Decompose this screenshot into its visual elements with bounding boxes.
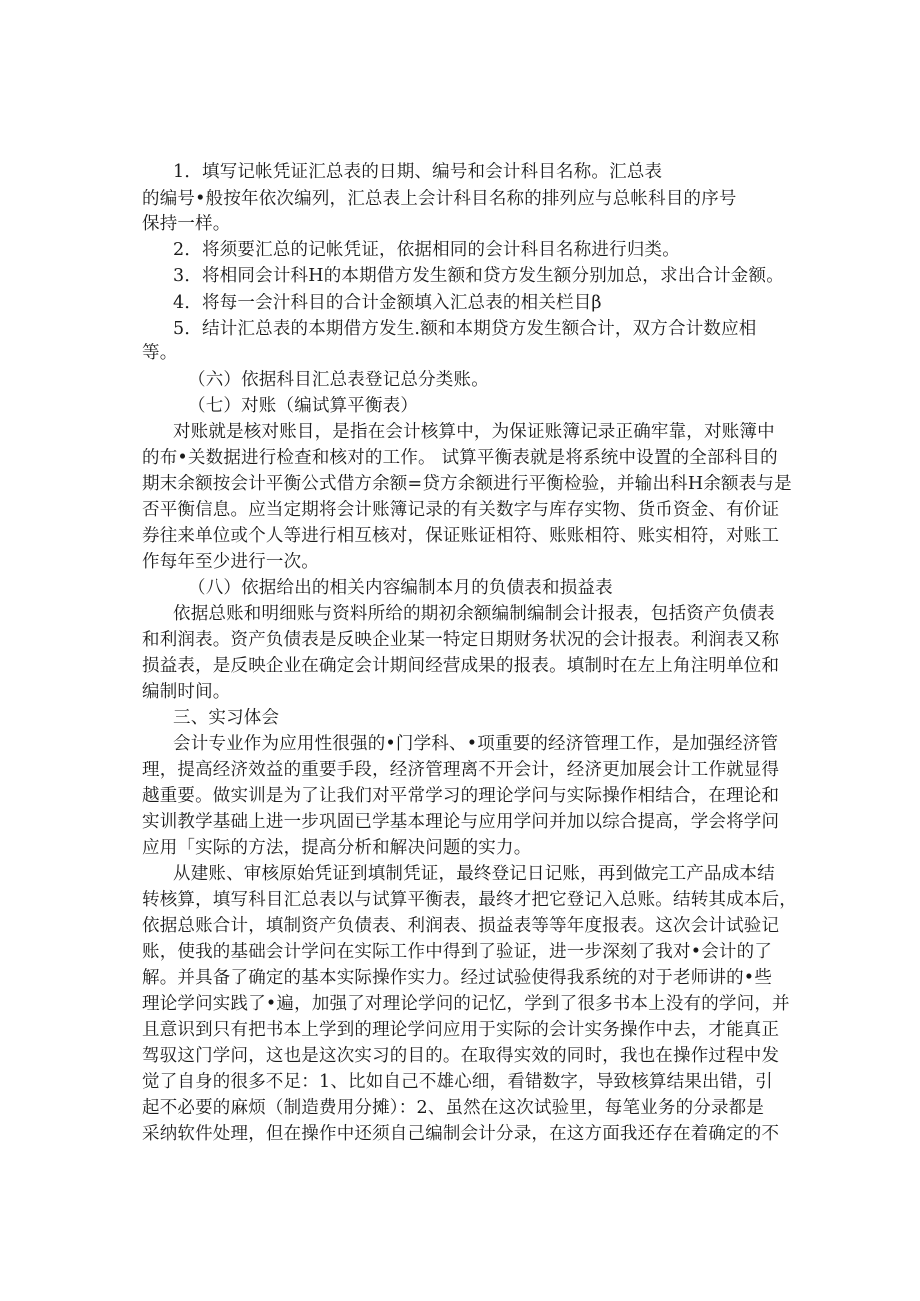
text-line: 5．结计汇总表的本期借方发生.额和本期贷方发生额合计，双方合计数应相 [173, 319, 757, 339]
text-line: 4．将每一会汁科目的合计金额填入汇总表的相关栏目β [173, 293, 602, 313]
text-line: 账，使我的基础会计学问在实际工作中得到了验证，进一步深刻了我对•会计的了 [142, 942, 773, 962]
text-line: 从建账、审核原始凭证到填制凭证，最终登记日记账，再到做完工产品成本结 [173, 864, 775, 884]
text-line: 否平衡信息。应当定期将会计账簿记录的有关数字与库存实物、货币资金、有价证 [142, 500, 780, 520]
text-line: 驾驭这门学问，这也是这次实习的目的。在取得实效的同时，我也在操作过程中发 [142, 1046, 780, 1066]
text-line: 期末余额按会计平衡公式借方余额=贷方余额进行平衡检验，并输出科H余额表与是 [142, 474, 792, 494]
text-line: 1．填写记帐凭证汇总表的日期、编号和会计科目名称。汇总表 [173, 162, 663, 182]
text-line: 作每年至少进行一次。 [142, 552, 319, 572]
text-line: 的布•关数据进行检查和核对的工作。 试算平衡表就是将系统中设置的全部科目的 [142, 448, 778, 468]
section-heading: （七）对账（编试算平衡表） [188, 396, 419, 416]
section-heading: （六）依据科目汇总表登记总分类账。 [188, 370, 489, 390]
text-line: 理，提高经济效益的重要手段，经济管理离不开会计，经济更加展会计工作就显得 [142, 760, 780, 780]
text-line: 且意识到只有把书本上学到的理论学问应用于实际的会计实务操作中去，才能真正 [142, 1020, 780, 1040]
text-line: 和利润表。资产负债表是反映企业某一特定日期财务状况的会计报表。利润表又称 [142, 630, 780, 650]
text-line: 解。并具备了确定的基本实际操作实力。经过试验使得我系统的对于老师讲的•些 [142, 968, 773, 988]
text-line: 理论学问实践了•遍，加强了对理论学问的记忆，学到了很多书本上没有的学问，并 [142, 994, 790, 1014]
text-line: 应用「实际的方法，提高分析和解决问题的实力。 [142, 838, 532, 858]
text-line: 实训教学基础上进一步巩固已学基本理论与应用学问并加以综合提高，学会将学问 [142, 812, 780, 832]
text-line: 3．将相同会计科H的本期借方发生额和贷方发生额分别加总，求出合计金额。 [173, 266, 784, 286]
text-line: 对账就是核对账目，是指在会计核算中，为保证账簿记录正确牢靠，对账簿中 [173, 422, 775, 442]
text-line: 依据总账和明细账与资料所给的期初余额编制编制会计报表，包括资产负债表 [173, 604, 775, 624]
text-line: 保持一样。 [142, 214, 231, 234]
text-line: 依据总账合计，填制资产负债表、利润表、损益表等等年度报表。这次会计试验记 [142, 916, 780, 936]
text-line: 起不必要的麻烦（制造费用分摊）：2、虽然在这次试验里，每笔业务的分录都是 [142, 1098, 765, 1118]
text-line: 损益表，是反映企业在确定会计期间经营成果的报表。填制时在左上角注明单位和 [142, 656, 780, 676]
section-heading: （八）依据给出的相关内容编制本月的负债表和损益表 [188, 578, 613, 598]
text-line: 觉了自身的很多不足：1、比如自己不雄心细，看错数字，导致核算结果出错，引 [142, 1072, 773, 1092]
text-line: 会计专业作为应用性很强的•门学科、•项重要的经济管理工作，是加强经济管 [173, 734, 779, 754]
section-heading: 三、实习体会 [173, 708, 280, 728]
text-line: 采纳软件处理，但在操作中还须自己编制会计分录，在这方面我还存在着确定的不 [142, 1124, 780, 1144]
text-line: 2．将须要汇总的记帐凭证，依据相同的会计科目名称进行归类。 [173, 240, 680, 260]
text-line: 转核算，填写科目汇总表以与试算平衡表，最终才把它登记入总账。结转其成本后， [142, 890, 797, 910]
text-line: 的编号•般按年依次编列，汇总表上会计科目名称的排列应与总帐科目的序号 [142, 189, 737, 209]
text-line: 越重要。做实训是为了让我们对平常学习的理论学问与实际操作相结合，在理论和 [142, 786, 780, 806]
text-line: 编制时间。 [142, 682, 231, 702]
text-line: 等。 [142, 343, 178, 363]
text-line: 券往来单位或个人等进行相互核对，保证账证相符、账账相符、账实相符，对账工 [142, 526, 780, 546]
